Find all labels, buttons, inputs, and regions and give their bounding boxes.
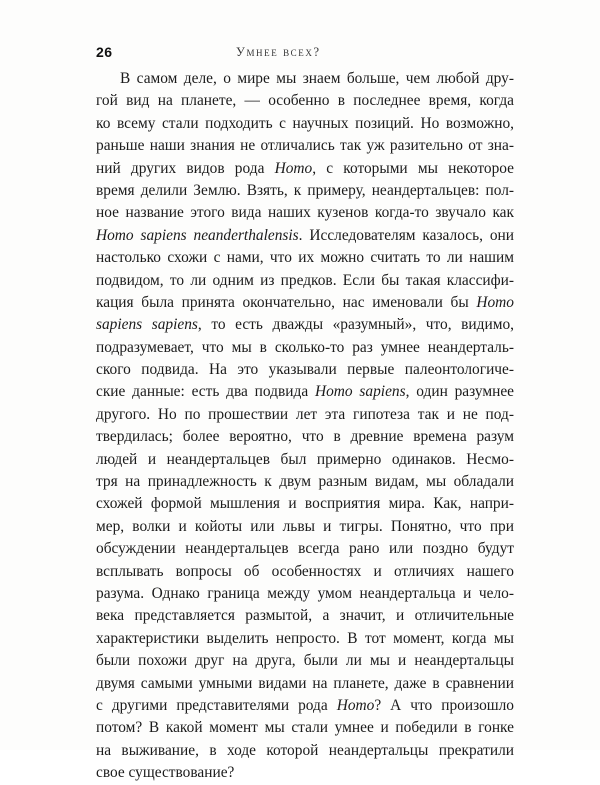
text-line <box>96 292 514 314</box>
italic-term: Homo <box>336 696 375 714</box>
text-segment: людей и неандертальцев был примерно одинаков. Несмо- <box>96 450 514 468</box>
text-segment: тря на принадлежность к двум разным видам, мы обладали <box>96 473 514 491</box>
text-segment: всплывать вопросы об особенностях и отличиях нашего <box>96 562 514 580</box>
text-segment: разума. Однако граница между умом неандертальца и чело- <box>96 584 514 602</box>
text-line <box>96 202 514 224</box>
italic-term: sapiens sapiens <box>96 316 198 334</box>
text-segment: ? А что произошло <box>374 696 514 714</box>
text-line <box>96 673 514 695</box>
text-segment: подвидом, то ли одним из предков. Если бы такая классифи- <box>96 271 514 289</box>
text-line <box>96 381 514 403</box>
text-segment: ний других видов рода <box>96 159 275 177</box>
text-segment: , с которыми мы некоторое <box>312 159 514 177</box>
text-line <box>96 695 514 717</box>
text-line <box>96 270 514 292</box>
text-line <box>96 583 514 605</box>
text-segment: подразумевает, что мы в сколько-то раз умнее неандерталь- <box>96 338 514 356</box>
text-line <box>96 426 514 448</box>
text-segment: гой вид на планете, — особенно в последнее время, когда <box>96 92 514 110</box>
text-segment: двумя самыми умными видами на планете, даже в сравнении <box>96 674 514 692</box>
text-segment: схожей формой мышления и восприятия мира. Как, напри- <box>96 495 514 513</box>
text-line <box>96 113 514 135</box>
text-line <box>96 225 514 247</box>
text-segment: на выживание, в ходе которой неандертальцы прекратили <box>96 741 514 759</box>
italic-term: Homo <box>476 293 514 311</box>
text-segment: века представляется размытой, а значит, и отличительные <box>96 607 514 625</box>
text-line <box>96 561 514 583</box>
italic-term: Homo sapiens neanderthalensis <box>96 226 299 244</box>
page-header <box>96 44 516 64</box>
text-segment: В самом деле, о мире мы знаем больше, чем любой дру- <box>120 70 514 87</box>
text-line <box>96 493 514 515</box>
body-paragraph <box>96 68 514 785</box>
text-line <box>96 449 514 471</box>
text-segment: ского подвида. На это указывали первые палеонтологиче- <box>96 361 514 379</box>
text-line <box>96 337 514 359</box>
text-segment: с другими представителями рода <box>96 696 337 714</box>
text-line <box>96 359 514 381</box>
text-segment: ное название этого вида наших кузенов когда-то звучало как <box>96 204 514 222</box>
text-line <box>96 471 514 493</box>
text-line <box>96 516 514 538</box>
text-segment: . Исследователям казалось, они <box>298 226 514 244</box>
text-segment: ко всему стали подходить с научных позиций. Но возможно, <box>96 114 514 132</box>
running-title: Умнее всех? <box>236 45 321 59</box>
text-segment: , то есть дважды «разумный», что, видимо, <box>197 316 514 334</box>
text-line <box>96 717 514 739</box>
text-line <box>96 650 514 672</box>
text-line <box>96 90 514 112</box>
text-segment: другого. Но по прошествии лет эта гипотеза так и не под- <box>96 405 514 423</box>
text-line <box>96 135 514 157</box>
text-line <box>96 314 514 336</box>
text-segment: кация была принята окончательно, нас именовали бы <box>96 293 477 311</box>
italic-term: Homo <box>274 159 313 177</box>
text-segment: твердилась; более вероятно, что в древние времена разум <box>96 428 514 446</box>
text-segment: ские данные: есть два подвида <box>96 383 315 401</box>
text-line <box>96 158 514 180</box>
text-line <box>96 762 514 784</box>
text-segment: свое существование? <box>96 764 235 782</box>
text-segment: , один разумнее <box>405 383 515 401</box>
text-line <box>96 180 514 202</box>
text-line <box>96 628 514 650</box>
text-line <box>96 740 514 762</box>
text-line <box>96 247 514 269</box>
text-line <box>96 538 514 560</box>
page-number: 26 <box>96 44 113 60</box>
italic-term: Homo sapiens <box>314 383 406 401</box>
text-segment: мер, волки и койоты или львы и тигры. Понятно, что при <box>96 517 514 535</box>
text-segment: время делили Землю. Взять, к примеру, неандертальцев: пол- <box>96 181 514 199</box>
text-segment: обсуждении неандертальцев всегда рано или поздно будут <box>96 540 514 558</box>
text-segment: настолько схожи с нами, что их можно считать то ли нашим <box>96 249 514 267</box>
text-line <box>96 404 514 426</box>
text-line <box>96 605 514 627</box>
text-segment: раньше наши знания не отличались так уж разительно от зна- <box>96 137 514 155</box>
text-segment: характеристики выделить непросто. В тот момент, когда мы <box>96 629 514 647</box>
text-segment: потом? В какой момент мы стали умнее и победили в гонке <box>96 719 514 737</box>
text-line <box>96 68 514 90</box>
text-segment: были похожи друг на друга, были ли мы и неандертальцы <box>96 652 514 670</box>
